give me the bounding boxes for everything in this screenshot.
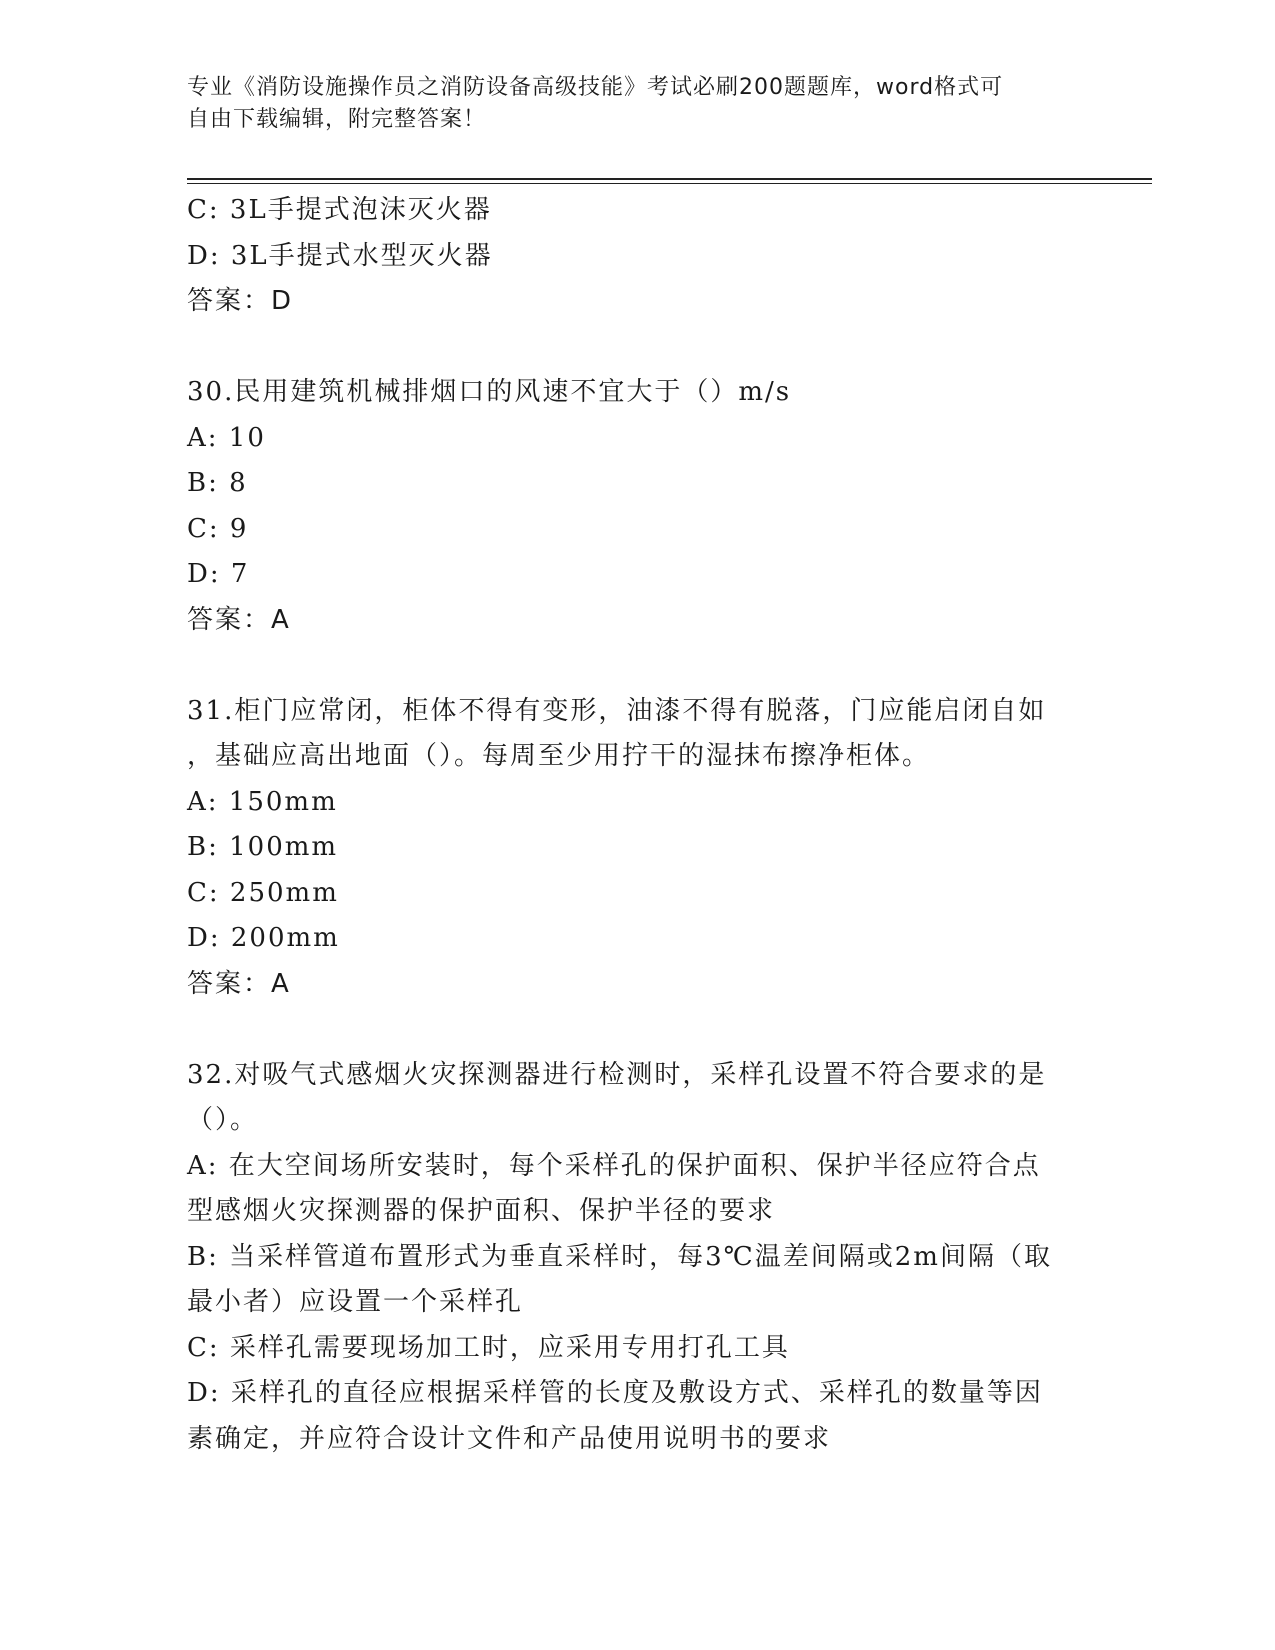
question-30	[187, 370, 1087, 643]
document-body	[187, 188, 1087, 1462]
question-stem-line-2: ，基础应高出地面（）。每周至少用拧干的湿抹布擦净柜体。	[187, 741, 931, 771]
question-stem-line-1: 31.柜门应常闭，柜体不得有变形，油漆不得有脱落，门应能启闭自如	[187, 695, 1047, 726]
previous-question-tail	[187, 188, 1087, 325]
option-d: D: 3L手提式水型灭火器	[187, 240, 493, 271]
option-b-line-1: B: 当采样管道布置形式为垂直采样时，每3℃温差间隔或2m间隔（取	[187, 1241, 1052, 1272]
question-stem-line-2: （）。	[187, 1105, 259, 1135]
answer-label: 答案：A	[187, 968, 291, 999]
option-d: D: 7	[187, 559, 250, 589]
option-d-line-2: 素确定，并应符合设计文件和产品使用说明书的要求	[187, 1423, 832, 1454]
header-rule-thick	[187, 178, 1152, 180]
spacer	[187, 643, 1087, 689]
option-c: C: 250mm	[187, 877, 339, 908]
option-d: D: 200mm	[187, 923, 340, 953]
option-a-line-1: A: 在大空间场所安装时，每个采样孔的保护面积、保护半径应符合点	[187, 1150, 1041, 1181]
header-line-1: 专业《消防设施操作员之消防设备高级技能》考试必刷200题题库，word格式可	[187, 75, 1004, 100]
answer-label: 答案：D	[187, 286, 294, 316]
header-line-2: 自由下载编辑，附完整答案！	[187, 107, 487, 132]
option-d-line-1: D: 采样孔的直径应根据采样管的长度及敷设方式、采样孔的数量等因	[187, 1378, 1043, 1408]
option-a: A: 150mm	[187, 786, 338, 817]
question-31	[187, 689, 1087, 1008]
spacer	[187, 1007, 1087, 1053]
answer-label: 答案：A	[187, 604, 291, 635]
option-c-line-1: C: 采样孔需要现场加工时，应采用专用打孔工具	[187, 1332, 790, 1363]
option-a: A: 10	[187, 422, 266, 453]
question-32	[187, 1053, 1087, 1463]
option-b-line-2: 最小者）应设置一个采样孔	[187, 1287, 524, 1317]
option-c: C: 3L手提式泡沫灭火器	[187, 195, 492, 225]
spacer	[187, 325, 1087, 371]
option-a-line-2: 型感烟火灾探测器的保护面积、保护半径的要求	[187, 1196, 776, 1226]
header-rule-thin	[187, 183, 1152, 184]
document-header	[187, 72, 1087, 136]
option-b: B: 100mm	[187, 832, 339, 862]
question-stem: 30.民用建筑机械排烟口的风速不宜大于（）m/s	[187, 377, 792, 407]
option-c: C: 9	[187, 513, 249, 544]
question-stem-line-1: 32.对吸气式感烟火灾探测器进行检测时，采样孔设置不符合要求的是	[187, 1059, 1047, 1090]
option-b: B: 8	[187, 468, 248, 498]
